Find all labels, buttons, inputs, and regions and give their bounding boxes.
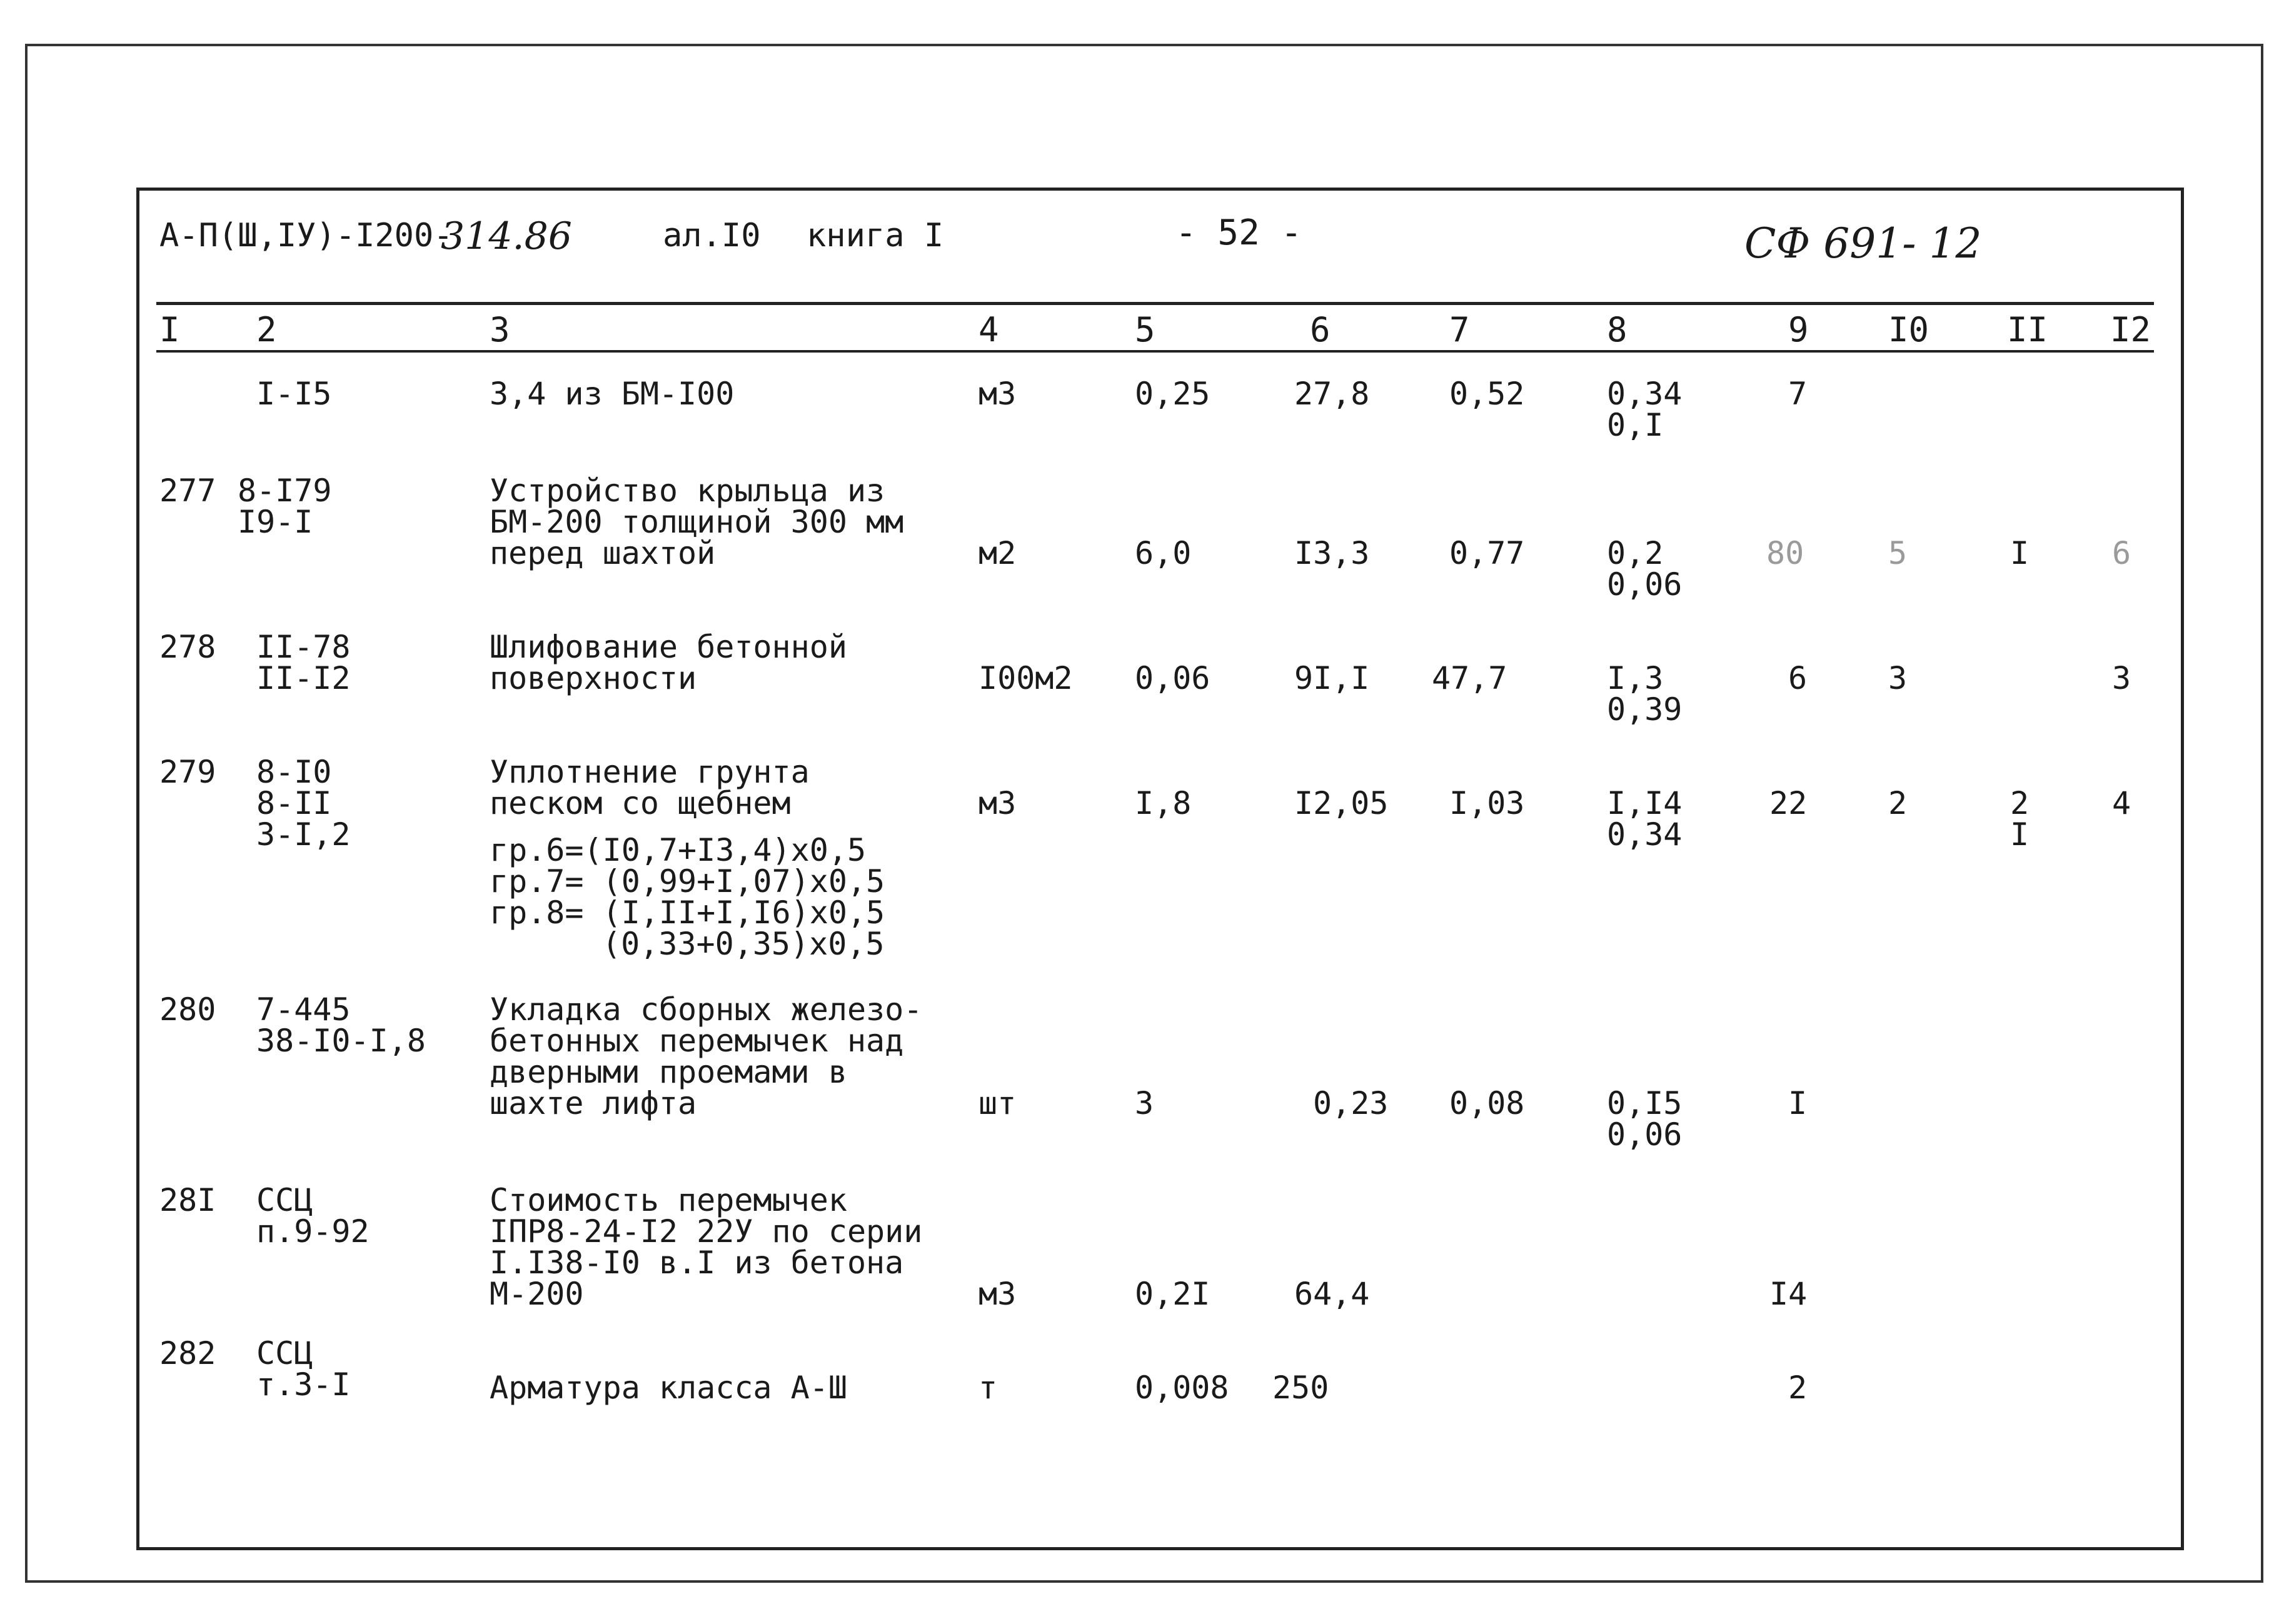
col-header-2: 2 xyxy=(256,310,277,349)
col-header-6: 6 xyxy=(1310,310,1331,349)
row-cell-col8: I,3 xyxy=(1607,660,1664,696)
row-cell-formula: гр.7= (0,99+I,07)x0,5 xyxy=(490,863,885,900)
row-cell-col12: 3 xyxy=(2112,660,2131,696)
row-cell-code: п.9-92 xyxy=(256,1213,370,1250)
row-cell-unit: м3 xyxy=(978,1276,1017,1312)
row-cell-code: I9-I xyxy=(238,504,313,540)
row-cell-unit: I00м2 xyxy=(978,660,1073,696)
row-cell-col6: 64,4 xyxy=(1294,1276,1370,1312)
row-cell-col7: 0,77 xyxy=(1449,535,1525,571)
row-cell-unit: шт xyxy=(978,1085,1017,1121)
row-number: 280 xyxy=(159,991,216,1028)
row-cell-code: т.3-I xyxy=(256,1366,351,1403)
row-cell-col7: 0,08 xyxy=(1449,1085,1525,1121)
row-cell-col9: I xyxy=(1788,1085,1808,1121)
row-number: 278 xyxy=(159,629,216,665)
row-cell-quantity: 0,25 xyxy=(1135,376,1210,412)
row-cell-col9: 80 xyxy=(1766,535,1804,571)
row-cell-description: песком со щебнем xyxy=(490,785,791,821)
row-cell-col7: 47,7 xyxy=(1432,660,1507,696)
row-cell-col6: 250 xyxy=(1272,1370,1329,1406)
document-code: А-П(Ш,IУ)-I200- xyxy=(159,217,453,254)
header-rule-top xyxy=(156,302,2154,305)
row-cell-quantity: 0,2I xyxy=(1135,1276,1210,1312)
row-cell-col9: 6 xyxy=(1788,660,1808,696)
col-header-11: II xyxy=(2007,310,2048,349)
row-cell-col9: 7 xyxy=(1788,376,1808,412)
row-number: 277 xyxy=(159,473,216,509)
row-cell-description: поверхности xyxy=(490,660,697,696)
row-cell-quantity: 6,0 xyxy=(1135,535,1192,571)
row-cell-description: Уплотнение грунта xyxy=(490,754,810,790)
col-header-5: 5 xyxy=(1135,310,1155,349)
row-cell-col11: 2 xyxy=(2010,785,2030,821)
row-cell-col6: 0,23 xyxy=(1313,1085,1389,1121)
row-cell-code: 3-I,2 xyxy=(256,816,351,853)
col-header-3: 3 xyxy=(490,310,510,349)
row-number: 28I xyxy=(159,1182,216,1218)
page-number: - 52 - xyxy=(1175,213,1302,253)
row-cell-code: I-I5 xyxy=(256,376,332,412)
col-header-12: I2 xyxy=(2110,310,2151,349)
row-cell-description: перед шахтой xyxy=(490,535,716,571)
row-cell-col8-sub: 0,39 xyxy=(1607,691,1683,728)
row-cell-col10: 3 xyxy=(1888,660,1908,696)
row-cell-code: 8-II xyxy=(256,785,332,821)
col-header-10: I0 xyxy=(1888,310,1929,349)
row-cell-code: II-78 xyxy=(256,629,351,665)
row-cell-unit: м2 xyxy=(978,535,1017,571)
row-cell-col6: I3,3 xyxy=(1294,535,1370,571)
row-cell-code: ССЦ xyxy=(256,1335,313,1371)
row-cell-unit: м3 xyxy=(978,785,1017,821)
row-cell-quantity: I,8 xyxy=(1135,785,1192,821)
row-cell-col8: 0,34 xyxy=(1607,376,1683,412)
row-cell-col6: 9I,I xyxy=(1294,660,1370,696)
row-cell-col8: I,I4 xyxy=(1607,785,1683,821)
row-cell-col9: 2 xyxy=(1788,1370,1808,1406)
row-cell-description: бетонных перемычек над xyxy=(490,1023,904,1059)
row-cell-col8-sub: 0,I xyxy=(1607,407,1664,443)
row-cell-description: I.I38-I0 в.I из бетона xyxy=(490,1245,904,1281)
row-cell-col10: 2 xyxy=(1888,785,1908,821)
row-cell-formula: гр.6=(I0,7+I3,4)x0,5 xyxy=(490,832,867,868)
row-cell-description: шахте лифта xyxy=(490,1085,697,1121)
row-cell-code: 8-I0 xyxy=(256,754,332,790)
row-cell-col11-sub: I xyxy=(2010,816,2030,853)
row-cell-col8-sub: 0,06 xyxy=(1607,566,1683,603)
row-cell-unit: м3 xyxy=(978,376,1017,412)
col-header-4: 4 xyxy=(978,310,999,349)
col-header-9: 9 xyxy=(1788,310,1809,349)
row-number: 282 xyxy=(159,1335,216,1371)
row-cell-col9: I4 xyxy=(1769,1276,1808,1312)
row-cell-description: Шлифование бетонной xyxy=(490,629,847,665)
document-code-handwritten: 314.86 xyxy=(441,214,572,258)
row-cell-col12: 4 xyxy=(2112,785,2131,821)
row-cell-quantity: 0,06 xyxy=(1135,660,1210,696)
row-cell-col10: 5 xyxy=(1888,535,1908,571)
row-cell-col8: 0,2 xyxy=(1607,535,1664,571)
row-cell-formula: (0,33+0,35)x0,5 xyxy=(602,926,885,962)
row-cell-col7: I,03 xyxy=(1449,785,1525,821)
row-cell-description: дверными проемами в xyxy=(490,1054,847,1090)
row-cell-col11: I xyxy=(2010,535,2030,571)
row-cell-col6: I2,05 xyxy=(1294,785,1389,821)
row-cell-quantity: 0,008 xyxy=(1135,1370,1229,1406)
row-cell-col6: 27,8 xyxy=(1294,376,1370,412)
row-cell-description: Устройство крыльца из xyxy=(490,473,885,509)
handwritten-stamp: СФ 691- 12 xyxy=(1744,219,1982,268)
row-cell-description: Стоимость перемычек xyxy=(490,1182,847,1218)
row-cell-code: ССЦ xyxy=(256,1182,313,1218)
col-header-7: 7 xyxy=(1449,310,1470,349)
row-cell-col12: 6 xyxy=(2112,535,2131,571)
row-cell-description: Укладка сборных железо- xyxy=(490,991,923,1028)
row-cell-col7: 0,52 xyxy=(1449,376,1525,412)
row-cell-col8-sub: 0,34 xyxy=(1607,816,1683,853)
row-cell-description: IПР8-24-I2 22У по серии xyxy=(490,1213,923,1250)
row-cell-description: Арматура класса А-Ш xyxy=(490,1370,847,1406)
row-cell-col9: 22 xyxy=(1769,785,1808,821)
row-cell-code: 8-I79 xyxy=(238,473,332,509)
row-cell-code: II-I2 xyxy=(256,660,351,696)
row-cell-unit: т xyxy=(978,1370,998,1406)
row-cell-quantity: 3 xyxy=(1135,1085,1154,1121)
row-cell-description: М-200 xyxy=(490,1276,584,1312)
col-header-1: I xyxy=(159,310,180,349)
col-header-8: 8 xyxy=(1607,310,1627,349)
row-cell-formula: гр.8= (I,II+I,I6)x0,5 xyxy=(490,895,885,931)
row-cell-code: 38-I0-I,8 xyxy=(256,1023,426,1059)
row-number: 279 xyxy=(159,754,216,790)
header-rule-bottom xyxy=(156,350,2154,353)
book-number: книга I xyxy=(807,217,944,254)
row-cell-col8-sub: 0,06 xyxy=(1607,1116,1683,1153)
row-cell-code: 7-445 xyxy=(256,991,351,1028)
album-number: ал.I0 xyxy=(663,217,761,254)
row-cell-description: БМ-200 толщиной 300 мм xyxy=(490,504,904,540)
row-cell-description: 3,4 из БМ-I00 xyxy=(490,376,735,412)
row-cell-col8: 0,I5 xyxy=(1607,1085,1683,1121)
